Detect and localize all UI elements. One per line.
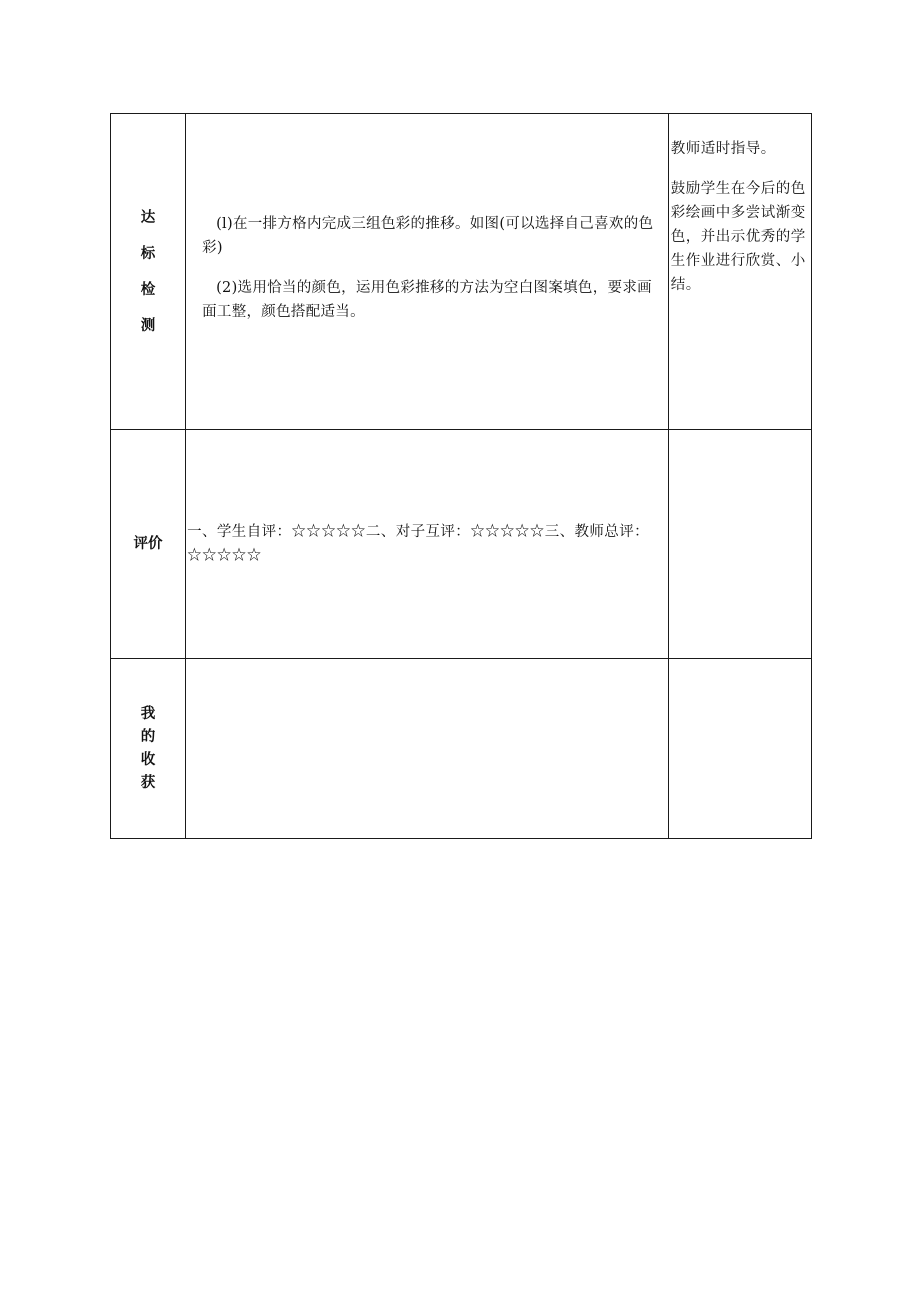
label-char: 的 [140, 728, 156, 745]
evaluation-content-cell [186, 430, 669, 659]
label-char: 检 [140, 281, 156, 298]
label-char: 我 [140, 705, 156, 722]
label-char: 测 [140, 317, 156, 334]
assessment-notes-cell [668, 114, 811, 430]
teacher-note-1: 教师适时指导。 [670, 141, 776, 157]
assessment-content-cell [186, 114, 669, 430]
evaluation-ratings-text: 一、学生自评：☆☆☆☆☆二、对子互评：☆☆☆☆☆三、教师总评：☆☆☆☆☆ [187, 524, 649, 564]
row-label-evaluation [111, 430, 186, 659]
label-char: 获 [140, 774, 156, 791]
row-label-assessment [111, 114, 186, 430]
label-char: 达 [140, 209, 156, 226]
teacher-note-2: 鼓励学生在今后的色彩绘画中多尝试渐变色，并出示优秀的学生作业进行欣赏、小结。 [670, 181, 806, 293]
task-2-text: (2)选用恰当的颜色，运用色彩推移的方法为空白图案填色，要求画面工整，颜色搭配适当。 [202, 280, 652, 320]
label-text: 评价 [133, 536, 163, 552]
table-row-gains [111, 659, 812, 839]
gains-notes-cell [668, 659, 811, 839]
table-row-assessment [111, 114, 812, 430]
evaluation-notes-cell [668, 430, 811, 659]
lesson-plan-table [110, 113, 812, 839]
gains-content-cell [186, 659, 669, 839]
row-label-gains [111, 659, 186, 839]
task-1-text: (l)在一排方格内完成三组色彩的推移。如图(可以选择自己喜欢的色彩) [202, 216, 654, 256]
table-row-evaluation [111, 430, 812, 659]
label-char: 标 [140, 245, 156, 262]
label-char: 收 [140, 751, 156, 768]
